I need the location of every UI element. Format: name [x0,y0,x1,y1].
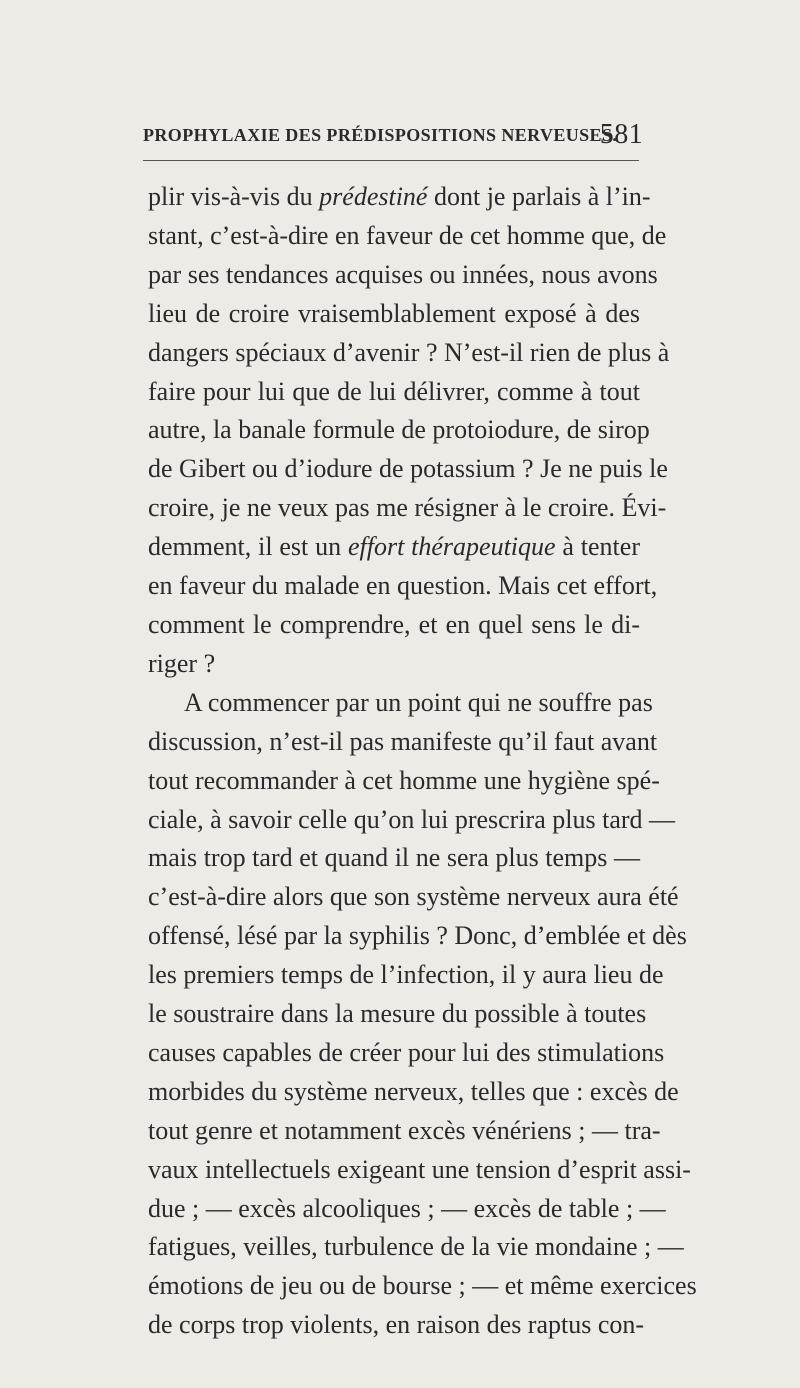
text-line: le soustraire dans la mesure du possible à toutes [148,999,647,1029]
text-line: stant, c’est-à-dire en faveur de cet homme que, de [148,220,667,250]
text-line: croire, je ne veux pas me résigner à le croire. Évi- [148,493,667,523]
text-line: mais trop tard et quand il ne sera plus temps — [148,843,640,873]
text-line: de corps trop violents, en raison des raptus con- [148,1310,645,1340]
text-line: causes capables de créer pour lui des stimulations [148,1037,665,1067]
text-line: A commencer par un point qui ne souffre pas [184,687,653,717]
text-line: tout genre et notamment excès vénériens ; — tra- [148,1115,661,1145]
text-line: vaux intellectuels exigeant une tension d’esprit assi- [148,1154,691,1184]
header-rule [143,160,639,161]
text-line: fatigues, veilles, turbulence de la vie mondaine ; — [148,1232,684,1262]
text-line: autre, la banale formule de protoiodure, de sirop [148,415,650,445]
page-number: 581 [599,119,643,150]
text-line: morbides du système nerveux, telles que : excès de [148,1076,679,1106]
text-line: émotions de jeu ou de bourse ; — et même exercices [148,1271,697,1301]
text-line: comment le comprendre, et en quel sens le di- [148,609,640,639]
text-line: plir vis-à-vis du prédestiné dont je parlais à l’in- [148,182,651,211]
text-line: ciale, à savoir celle qu’on lui prescrira plus tard — [148,804,676,834]
text-line: tout recommander à cet homme une hygiène spé- [148,765,660,795]
emphasis: prédestiné [319,182,428,211]
text-line: riger ? [148,648,216,678]
text-line: dangers spéciaux d’avenir ? N’est-il rien de plus à [148,337,670,367]
text-line: offensé, lésé par la syphilis ? Donc, d’emblée et dès [148,921,687,951]
running-title: PROPHYLAXIE DES PRÉDISPOSITIONS NERVEUSES. [143,125,618,145]
body-text [148,178,697,1345]
text-line: demment, il est un effort thérapeutique à tenter [148,532,640,562]
text-line: de Gibert ou d’iodure de potassium ? Je ne puis le [148,454,668,484]
running-head [143,119,643,150]
text-line: en faveur du malade en question. Mais cet effort, [148,571,658,601]
emphasis: effort thérapeutique [347,532,556,562]
text-line: discussion, n’est-il pas manifeste qu’il faut avant [148,726,658,756]
text-line: lieu de croire vraisemblablement exposé à des [148,298,640,328]
text-line: due ; — excès alcooliques ; — excès de table ; — [148,1193,666,1223]
text-line: par ses tendances acquises ou innées, nous avons [148,259,658,289]
text-line: faire pour lui que de lui délivrer, comme à tout [148,376,640,406]
text-line: les premiers temps de l’infection, il y aura lieu de [148,960,664,990]
text-line: c’est-à-dire alors que son système nerveux aura été [148,882,679,912]
